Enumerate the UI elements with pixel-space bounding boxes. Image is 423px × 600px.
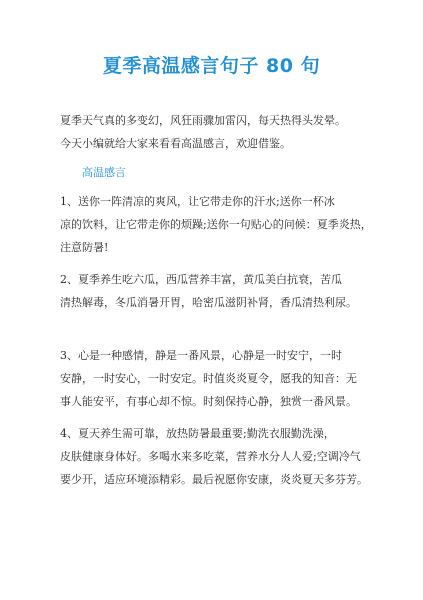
intro-line: 今天小编就给大家来看看高温感言，欢迎借鉴。 [60,137,291,150]
paragraph-2 [60,268,364,314]
paragraph-line: 3、心是一种感情，静是一番风景，心静是一时安宁，一时 [60,349,342,362]
document-title: 夏季高温感言句子 80 句 [102,55,321,77]
paragraph-line: 事人能安平，有事心却不惊。时刻保持心静，独赏一番风景。 [60,395,357,408]
section-heading: 高温感言 [82,166,126,179]
paragraph-line: 要少开，适应环境添精彩。最后祝愿你安康，炎炎夏天多芬芳。 [60,473,368,486]
paragraph-line: 2、夏季养生吃六瓜，西瓜营养丰富，黄瓜美白抗衰，苦瓜 [60,273,342,286]
paragraph-4 [60,422,368,491]
paragraph-line: 安静，一时安心，一时安定。时值炎炎夏令，愿我的知音：无 [60,372,357,385]
paragraph-1 [60,190,372,259]
paragraph-3 [60,344,364,413]
paragraph-line: 凉的饮料，让它带走你的烦躁;送你一句贴心的问候：夏季炎热， [60,218,372,231]
intro-line: 夏季天气真的多变幻，风狂雨骤加雷闪，每天热得头发晕。 [60,114,346,127]
paragraph-line: 4、夏天养生需可靠，放热防暑最重要;勤洗衣服勤洗澡， [60,427,335,440]
paragraph-line: 1、送你一阵清凉的爽风，让它带走你的汗水;送你一杯冰 [60,195,335,208]
paragraph-line: 注意防暑! [60,241,109,254]
paragraph-line: 皮肤健康身体好。多喝水来多吃菜，营养水分人人爱;空调冷气 [60,450,361,463]
paragraph-line: 清热解毒，冬瓜消暑开胃，哈密瓜滋阴补肾，香瓜清热利尿。 [60,296,357,309]
intro-paragraph [60,109,364,155]
